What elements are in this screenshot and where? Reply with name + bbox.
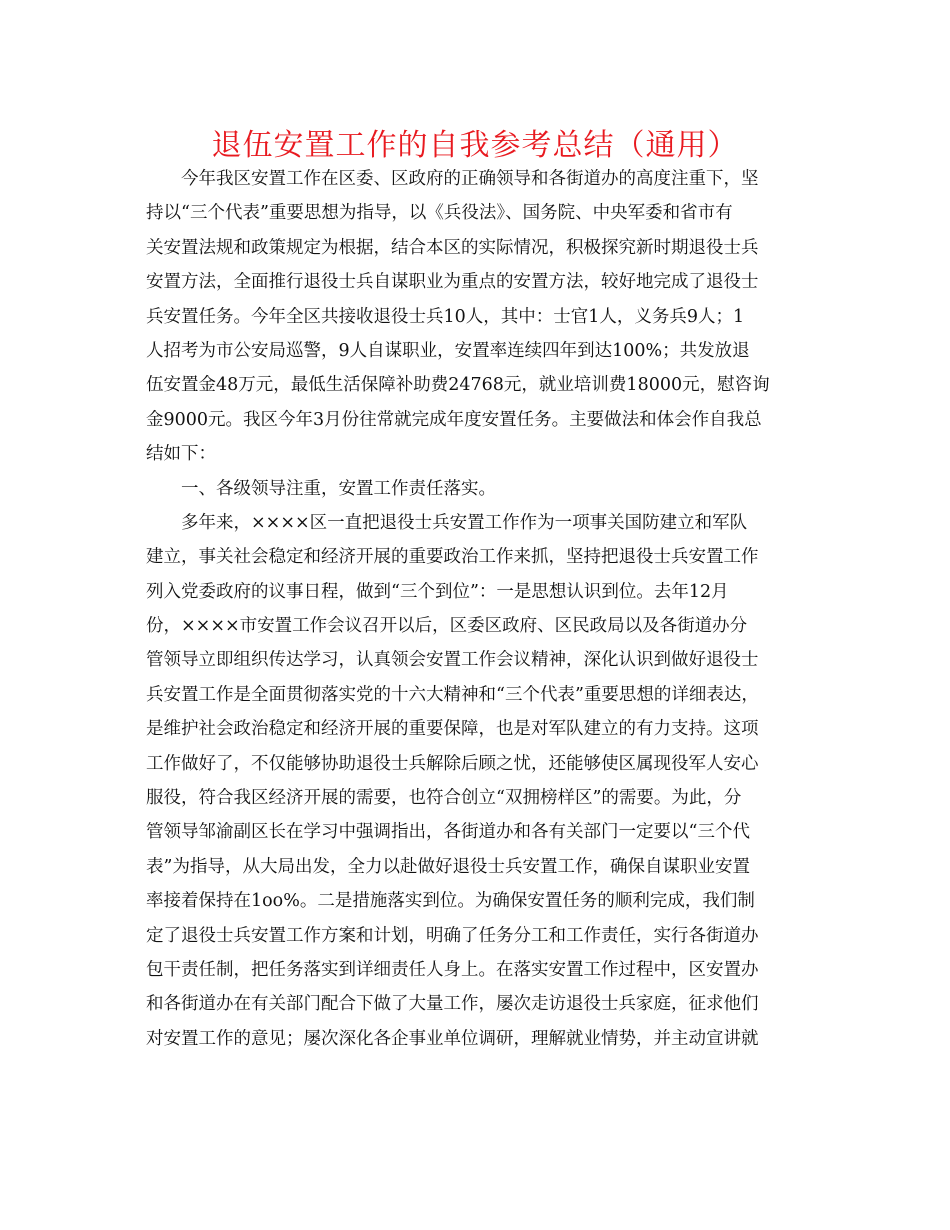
section-heading: 一、各级领导注重，安置工作责任落实。 — [181, 478, 496, 499]
text-line: 工作做好了，不仅能够协助退役士兵解除后顾之忧，还能够使区属现役军人安心 — [146, 753, 759, 774]
text-line: 伍安置金48万元，最低生活保障补助费24768元，就业培训费18000元，慰咨询 — [146, 375, 770, 396]
text-line: 兵安置工作是全面贯彻落实党的十六大精神和“三个代表”重要思想的详细表达， — [146, 684, 759, 705]
text-line: 服役，符合我区经济开展的需要，也符合创立“双拥榜样区”的需要。为此，分 — [146, 788, 742, 809]
text-line: 建立，事关社会稳定和经济开展的重要政治工作来抓，坚持把退役士兵安置工作 — [146, 547, 759, 568]
text-line: 列入党委政府的议事日程，做到“三个到位”：一是思想认识到位。去年12月 — [146, 581, 729, 602]
text-line: 定了退役士兵安置工作方案和计划，明确了任务分工和工作责任，实行各街道办 — [146, 925, 759, 946]
text-line: 兵安置任务。今年全区共接收退役士兵10人，其中：士官1人，义务兵9人；1 — [146, 306, 745, 327]
text-line: 对安置工作的意见；屡次深化各企事业单位调研，理解就业情势，并主动宣讲就 — [146, 1028, 759, 1049]
text-line: 今年我区安置工作在区委、区政府的正确领导和各街道办的高度注重下，坚 — [181, 169, 759, 189]
text-line: 包干责任制，把任务落实到详细责任人身上。在落实安置工作过程中，区安置办 — [146, 959, 759, 980]
text-line: 结如下： — [146, 444, 216, 465]
text-line: 管领导立即组织传达学习，认真领会安置工作会议精神，深化认识到做好退役士 — [146, 650, 759, 671]
text-line: 表”为指导，从大局出发，全力以赴做好退役士兵安置工作，确保自谋职业安置 — [146, 856, 750, 877]
text-line: 率接着保持在1oo%。二是措施落实到位。为确保安置任务的顺利完成，我们制 — [146, 891, 755, 912]
text-line: 持以“三个代表”重要思想为指导，以《兵役法》、国务院、中央军委和省市有 — [146, 203, 733, 224]
document-title: 退伍安置工作的自我参考总结（通用） — [211, 128, 739, 163]
text-line: 关安置法规和政策规定为根据，结合本区的实际情况，积极探究新时期退役士兵 — [146, 237, 759, 258]
text-line: 管领导邹渝副区长在学习中强调指出，各街道办和各有关部门一定要以“三个代 — [146, 822, 750, 843]
text-line: 多年来，××××区一直把退役士兵安置工作作为一项事关国防建立和军队 — [181, 512, 748, 533]
text-line: 金9000元。我区今年3月份往常就完成年度安置任务。主要做法和体会作自我总 — [146, 409, 762, 430]
text-line: 是维护社会政治稳定和经济开展的重要保障，也是对军队建立的有力支持。这项 — [146, 719, 759, 740]
text-line: 和各街道办在有关部门配合下做了大量工作，屡次走访退役士兵家庭，征求他们 — [146, 994, 759, 1015]
document-body — [146, 162, 806, 1056]
text-line: 安置方法，全面推行退役士兵自谋职业为重点的安置方法，较好地完成了退役士 — [146, 272, 759, 293]
text-line: 份，××××市安置工作会议召开以后，区委区政府、区民政局以及各街道办分 — [146, 616, 748, 637]
text-line: 人招考为市公安局巡警，9人自谋职业，安置率连续四年到达100%；共发放退 — [146, 340, 750, 361]
